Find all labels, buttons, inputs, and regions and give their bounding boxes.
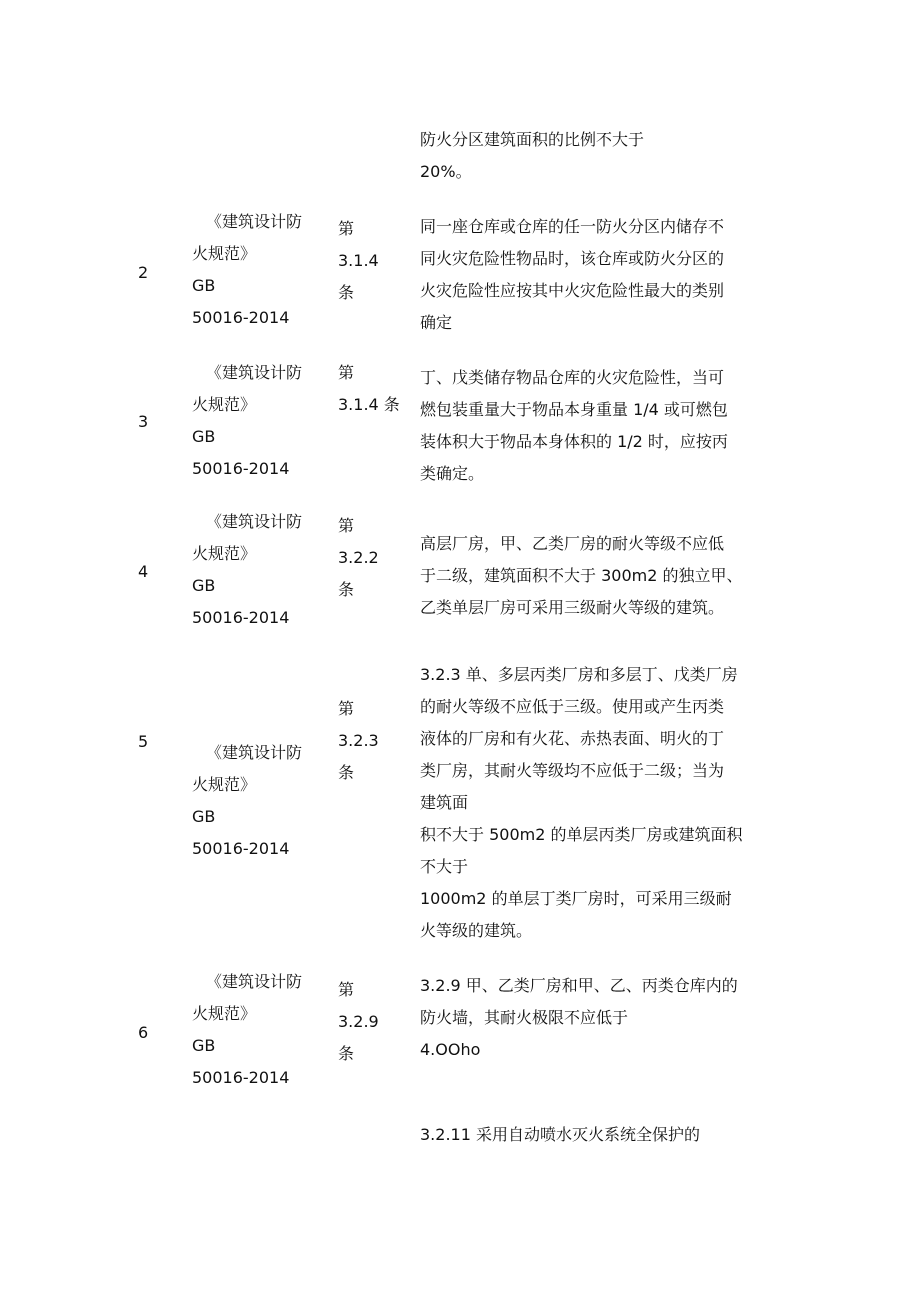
text-line: 类厂房，其耐火等级均不应低于二级；当为 xyxy=(420,761,725,780)
text-line: 第 xyxy=(338,219,355,238)
text-line: 火规范》 xyxy=(192,544,257,563)
text-line: GB xyxy=(192,807,216,826)
text-line: 3.1.4 xyxy=(338,251,379,270)
requirement-text xyxy=(420,528,790,624)
text-line: 50016-2014 xyxy=(192,308,290,327)
text-line: 条 xyxy=(338,580,355,599)
text-line: 乙类单层厂房可采用三级耐火等级的建筑。 xyxy=(420,598,725,617)
text-line: 燃包装重量大于物品本身重量 1/4 或可燃包 xyxy=(420,400,728,419)
text-line: GB xyxy=(192,276,216,295)
text-line: 火规范》 xyxy=(192,1004,257,1023)
text-line: 3.2.11 采用自动喷水灭火系统全保护的 xyxy=(420,1125,700,1144)
article-number xyxy=(338,974,408,1070)
text-line: 于二级，建筑面积不大于 300m2 的独立甲、 xyxy=(420,566,743,585)
text-line: 条 xyxy=(338,763,355,782)
text-line: 同火灾危险性物品时，该仓库或防火分区的 xyxy=(420,249,725,268)
regulation-name xyxy=(192,737,332,865)
regulation-name xyxy=(192,966,332,1094)
text-line: 50016-2014 xyxy=(192,608,290,627)
row-number: 3 xyxy=(138,412,149,431)
text-line: 50016-2014 xyxy=(192,839,290,858)
requirement-text xyxy=(420,362,790,490)
row-number: 4 xyxy=(138,562,149,581)
text-line: 第 xyxy=(338,516,355,535)
text-line: 火规范》 xyxy=(192,395,257,414)
text-line: 第 xyxy=(338,363,355,382)
text-line: 3.1.4 条 xyxy=(338,395,400,414)
text-line: 4.OOho xyxy=(420,1040,481,1059)
text-line: 3.2.3 单、多层丙类厂房和多层丁、戊类厂房 xyxy=(420,665,738,684)
text-line: 火规范》 xyxy=(192,775,257,794)
text-line: 防火分区建筑面积的比例不大于 xyxy=(420,130,645,149)
text-line: 不大于 xyxy=(420,857,469,876)
text-line: 《建筑设计防 xyxy=(206,363,303,382)
article-number xyxy=(338,510,408,606)
text-line: 积不大于 500m2 的单层丙类厂房或建筑面积 xyxy=(420,825,743,844)
text-line: 《建筑设计防 xyxy=(206,743,303,762)
text-line: 同一座仓库或仓库的任一防火分区内储存不 xyxy=(420,217,725,236)
text-line: 《建筑设计防 xyxy=(206,212,303,231)
text-line: 的耐火等级不应低于三级。使用或产生丙类 xyxy=(420,697,725,716)
requirement-text xyxy=(420,211,790,339)
text-line: 《建筑设计防 xyxy=(206,512,303,531)
text-line: 条 xyxy=(338,1044,355,1063)
article-number xyxy=(338,357,408,421)
text-line: 第 xyxy=(338,980,355,999)
text-line: 3.2.9 xyxy=(338,1012,379,1031)
text-line: 丁、戊类储存物品仓库的火灾危险性，当可 xyxy=(420,368,725,387)
text-line: 第 xyxy=(338,699,355,718)
text-line: 火规范》 xyxy=(192,244,257,263)
text-line: 条 xyxy=(338,283,355,302)
text-line: 确定 xyxy=(420,313,453,332)
requirement-text xyxy=(420,659,790,947)
row-number: 5 xyxy=(138,732,149,751)
article-number xyxy=(338,693,408,789)
text-line: 类确定。 xyxy=(420,464,485,483)
trailing-text xyxy=(420,1119,790,1151)
text-line: 装体积大于物品本身体积的 1/2 时，应按丙 xyxy=(420,432,728,451)
regulation-name xyxy=(192,206,332,334)
text-line: 50016-2014 xyxy=(192,459,290,478)
text-line: GB xyxy=(192,576,216,595)
text-line: 火等级的建筑。 xyxy=(420,921,533,940)
row-number: 2 xyxy=(138,263,149,282)
text-line: 防火墙，其耐火极限不应低于 xyxy=(420,1008,629,1027)
text-line: 3.2.2 xyxy=(338,548,379,567)
text-line: GB xyxy=(192,427,216,446)
article-number xyxy=(338,213,408,309)
row-number: 6 xyxy=(138,1023,149,1042)
text-line: GB xyxy=(192,1036,216,1055)
text-line: 建筑面 xyxy=(420,793,469,812)
text-line: 高层厂房，甲、乙类厂房的耐火等级不应低 xyxy=(420,534,725,553)
regulation-name xyxy=(192,506,332,634)
text-line: 液体的厂房和有火花、赤热表面、明火的丁 xyxy=(420,729,725,748)
text-line: 3.2.3 xyxy=(338,731,379,750)
text-line: 20%。 xyxy=(420,162,472,181)
continued-text xyxy=(420,124,790,188)
text-line: 1000m2 的单层丁类厂房时，可采用三级耐 xyxy=(420,889,732,908)
requirement-text xyxy=(420,970,790,1066)
text-line: 50016-2014 xyxy=(192,1068,290,1087)
regulation-name xyxy=(192,357,332,485)
text-line: 3.2.9 甲、乙类厂房和甲、乙、丙类仓库内的 xyxy=(420,976,738,995)
text-line: 火灾危险性应按其中火灾危险性最大的类别 xyxy=(420,281,725,300)
text-line: 《建筑设计防 xyxy=(206,972,303,991)
